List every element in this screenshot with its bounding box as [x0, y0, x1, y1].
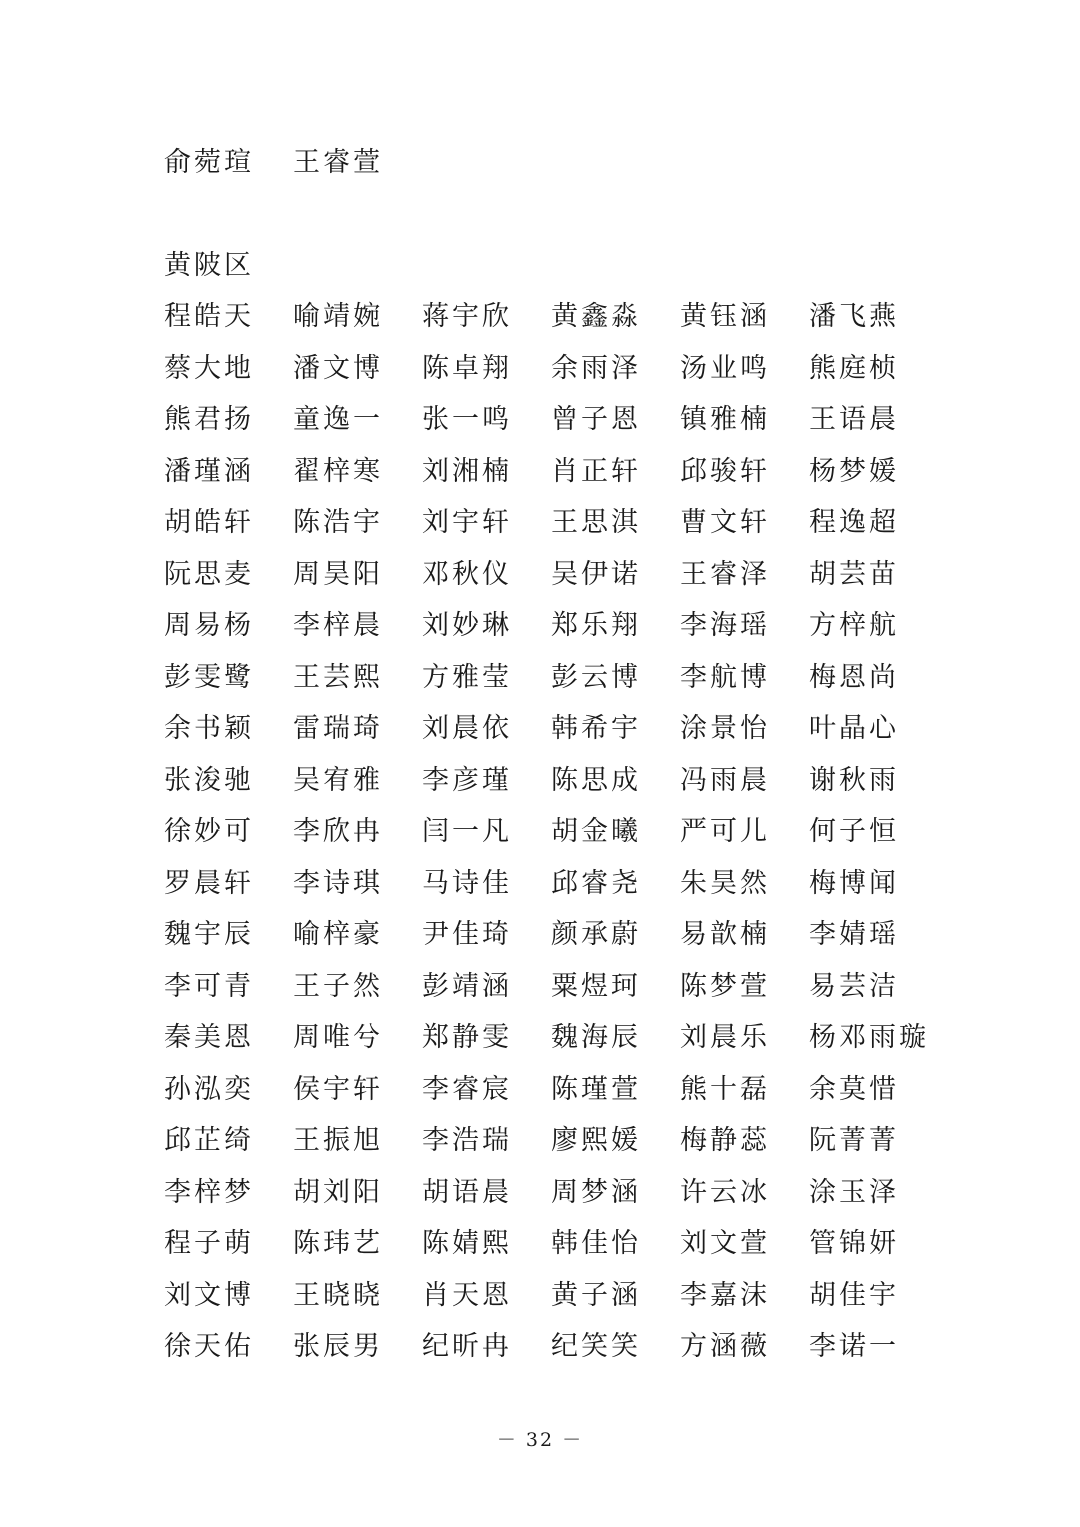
- name-entry: 镇雅楠: [680, 404, 770, 435]
- name-entry: 许云冰: [680, 1176, 770, 1208]
- name-entry: 李海瑶: [680, 610, 770, 641]
- name-entry: 李睿宸: [422, 1073, 512, 1105]
- name-entry: 胡刘阳: [293, 1176, 383, 1208]
- name-entry: 管锦妍: [809, 1228, 899, 1259]
- name-entry: 彭雯鹭: [164, 661, 254, 693]
- name-entry: 王子然: [293, 970, 383, 1002]
- name-entry: 胡佳宇: [809, 1279, 899, 1311]
- name-entry: 李彦瑾: [422, 764, 512, 796]
- name-entry: 李航博: [680, 661, 770, 693]
- name-entry: 曹文轩: [680, 507, 770, 538]
- name-entry: 周唯兮: [293, 1022, 383, 1053]
- name-entry: 侯宇轩: [293, 1073, 383, 1105]
- name-entry: 陈瑾萱: [551, 1073, 641, 1105]
- name-entry: 阮菁菁: [809, 1125, 899, 1156]
- name-entry: 潘文博: [293, 352, 383, 384]
- name-entry: 梅静蕊: [680, 1125, 770, 1156]
- name-entry: 严可儿: [680, 816, 770, 847]
- name-entry: 彭云博: [551, 661, 641, 693]
- name-entry: 徐妙可: [164, 816, 254, 847]
- name-entry: 汤业鸣: [680, 352, 770, 384]
- name-entry: 黄子涵: [551, 1279, 641, 1311]
- name-entry: 程逸超: [809, 507, 899, 538]
- name-entry: 朱昊然: [680, 867, 770, 899]
- name-entry: 魏宇辰: [164, 919, 254, 950]
- name-entry: 邱睿尧: [551, 867, 641, 899]
- page-number: － 32 －: [496, 1429, 584, 1451]
- name-entry: 王芸熙: [293, 661, 383, 693]
- name-entry: 黄钰涵: [680, 301, 770, 332]
- name-entry: 刘湘楠: [422, 455, 512, 487]
- name-entry: 李浩瑞: [422, 1125, 512, 1156]
- name-entry: 童逸一: [293, 404, 383, 435]
- name-entry: 雷瑞琦: [293, 713, 383, 744]
- name-entry: 王睿泽: [680, 558, 770, 590]
- name-entry: 杨梦媛: [809, 455, 899, 487]
- name-entry: 郑乐翔: [551, 610, 641, 641]
- name-entry: 方涵薇: [680, 1331, 770, 1362]
- name-entry: 张辰男: [293, 1331, 383, 1362]
- name-entry: 胡金曦: [551, 816, 641, 847]
- name-entry: 魏海辰: [551, 1022, 641, 1053]
- name-entry: 闫一凡: [422, 816, 512, 847]
- name-entry: 谢秋雨: [809, 764, 899, 796]
- name-entry: 杨邓雨璇: [809, 1022, 929, 1053]
- name-entry: 韩佳怡: [551, 1228, 641, 1259]
- name-entry: 秦美恩: [164, 1022, 254, 1053]
- name-entry: 吴伊诺: [551, 558, 641, 590]
- name-entry: 张浚驰: [164, 764, 254, 796]
- name-entry: 邱芷绮: [164, 1125, 254, 1156]
- name-entry: 刘晨依: [422, 713, 512, 744]
- name-entry: 肖正轩: [551, 455, 641, 487]
- name-entry: 徐天佑: [164, 1331, 254, 1362]
- name-entry: 何子恒: [809, 816, 899, 847]
- name-entry: 纪昕冉: [422, 1331, 512, 1362]
- name-entry: 涂玉泽: [809, 1176, 899, 1208]
- name-entry: 刘文博: [164, 1279, 254, 1311]
- name-entry: 胡语晨: [422, 1176, 512, 1208]
- name-entry: 熊庭桢: [809, 352, 899, 384]
- name-entry: 易芸洁: [809, 970, 899, 1002]
- name-entry: 韩希宇: [551, 713, 641, 744]
- name-entry: 俞菀瑄: [164, 147, 254, 178]
- name-entry: 刘妙琳: [422, 610, 512, 641]
- name-entry: 王睿萱: [293, 147, 383, 178]
- name-entry: 喻靖婉: [293, 301, 383, 332]
- name-entry: 曾子恩: [551, 404, 641, 435]
- name-entry: 王思淇: [551, 507, 641, 538]
- name-entry: 梅恩尚: [809, 661, 899, 693]
- name-entry: 熊十磊: [680, 1073, 770, 1105]
- name-entry: 冯雨晨: [680, 764, 770, 796]
- name-entry: 周易杨: [164, 610, 254, 641]
- name-entry: 李嘉沫: [680, 1279, 770, 1311]
- name-entry: 纪笑笑: [551, 1331, 641, 1362]
- name-entry: 邱骏轩: [680, 455, 770, 487]
- name-entry: 蒋宇欣: [422, 301, 512, 332]
- name-entry: 余莫惜: [809, 1073, 899, 1105]
- name-entry: 罗晨轩: [164, 867, 254, 899]
- name-entry: 李诗琪: [293, 867, 383, 899]
- name-entry: 刘文萱: [680, 1228, 770, 1259]
- name-entry: 颜承蔚: [551, 919, 641, 950]
- name-entry: 邓秋仪: [422, 558, 512, 590]
- name-entry: 翟梓寒: [293, 455, 383, 487]
- name-grid: [164, 294, 938, 1376]
- name-entry: 陈浩宇: [293, 507, 383, 538]
- name-entry: 孙泓奕: [164, 1073, 254, 1105]
- name-entry: 阮思麦: [164, 558, 254, 590]
- name-entry: 程子萌: [164, 1228, 254, 1259]
- name-entry: 王语晨: [809, 404, 899, 435]
- name-entry: 陈卓翔: [422, 352, 512, 384]
- name-entry: 易歆楠: [680, 919, 770, 950]
- name-entry: 方雅莹: [422, 661, 512, 693]
- name-entry: 吴宥雅: [293, 764, 383, 796]
- name-entry: 黄鑫淼: [551, 301, 641, 332]
- name-entry: 李可青: [164, 970, 254, 1002]
- name-entry: 蔡大地: [164, 352, 254, 384]
- name-entry: 廖熙媛: [551, 1125, 641, 1156]
- name-entry: 李梓梦: [164, 1176, 254, 1208]
- name-entry: 胡芸苗: [809, 558, 899, 590]
- name-entry: 尹佳琦: [422, 919, 512, 950]
- name-entry: 陈玮艺: [293, 1228, 383, 1259]
- name-entry: 程皓天: [164, 301, 254, 332]
- top-names-row: [164, 140, 422, 186]
- name-entry: 李梓晨: [293, 610, 383, 641]
- name-entry: 李诺一: [809, 1331, 899, 1362]
- district-heading: 黄陂区: [164, 250, 254, 281]
- name-entry: 周昊阳: [293, 558, 383, 590]
- name-entry: 余书颖: [164, 713, 254, 744]
- name-entry: 梅博闻: [809, 867, 899, 899]
- name-entry: 刘晨乐: [680, 1022, 770, 1053]
- name-entry: 李婧瑶: [809, 919, 899, 950]
- name-entry: 叶晶心: [809, 713, 899, 744]
- name-entry: 粟煜珂: [551, 970, 641, 1002]
- name-entry: 熊君扬: [164, 404, 254, 435]
- name-entry: 周梦涵: [551, 1176, 641, 1208]
- name-entry: 张一鸣: [422, 404, 512, 435]
- name-entry: 李欣冉: [293, 816, 383, 847]
- name-entry: 余雨泽: [551, 352, 641, 384]
- name-entry: 王晓晓: [293, 1279, 383, 1311]
- name-entry: 潘瑾涵: [164, 455, 254, 487]
- name-entry: 潘飞燕: [809, 301, 899, 332]
- name-entry: 王振旭: [293, 1125, 383, 1156]
- name-entry: 刘宇轩: [422, 507, 512, 538]
- name-entry: 涂景怡: [680, 713, 770, 744]
- name-entry: 郑静雯: [422, 1022, 512, 1053]
- name-entry: 方梓航: [809, 610, 899, 641]
- name-entry: 喻梓豪: [293, 919, 383, 950]
- name-entry: 陈婧熙: [422, 1228, 512, 1259]
- name-entry: 胡皓轩: [164, 507, 254, 538]
- name-entry: 马诗佳: [422, 867, 512, 899]
- name-entry: 肖天恩: [422, 1279, 512, 1311]
- name-entry: 陈思成: [551, 764, 641, 796]
- name-entry: 陈梦萱: [680, 970, 770, 1002]
- name-entry: 彭靖涵: [422, 970, 512, 1002]
